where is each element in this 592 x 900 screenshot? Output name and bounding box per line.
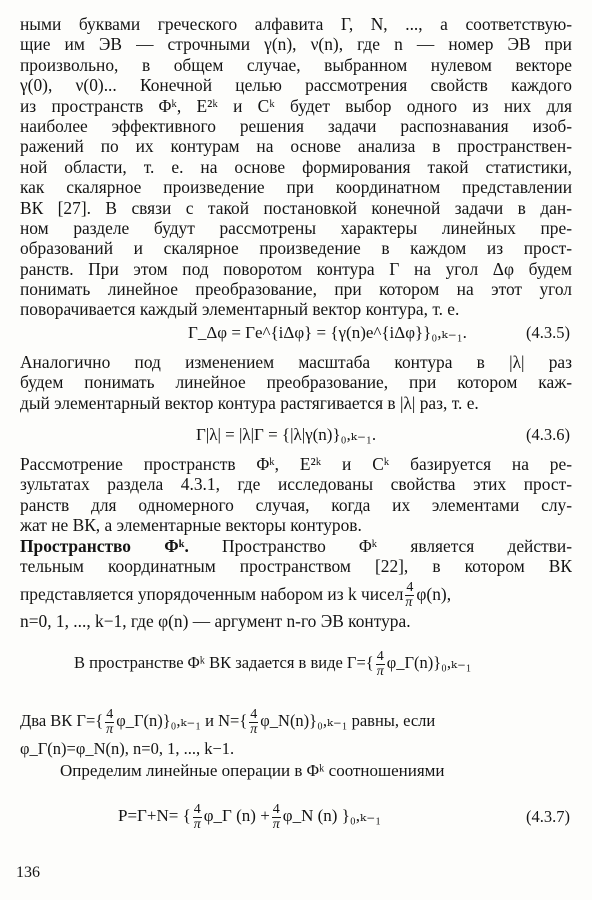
text-fragment: P=Γ+N= { <box>118 806 191 825</box>
equation-4-3-7 <box>118 796 381 836</box>
fraction-denominator: π <box>405 595 413 611</box>
text-line: ВК [27]. В связи с такой постановкой конечной задачи в дан- <box>20 197 572 218</box>
definition-line <box>74 646 472 680</box>
text-fragment: φ_Γ (n) + <box>203 806 270 825</box>
text-line: дый элементарный вектор контура растягивается в |λ| раз, т. е. <box>20 392 479 413</box>
text-line: образований и скалярное произведение в каждом из прост- <box>20 238 572 259</box>
text-line: ными буквами греческого алфавита Γ, N, ..., а соответствую- <box>20 14 572 34</box>
paragraph-intro <box>20 14 572 320</box>
text-fragment: φ_Γ(n)}₀,ₖ₋₁ и N={ <box>116 711 248 730</box>
fraction <box>376 650 385 679</box>
fraction-denominator: π <box>272 816 280 832</box>
text-line: Рассмотрение пространств Φᵏ, E²ᵏ и Cᵏ базируется на ре- <box>20 454 572 474</box>
fraction <box>249 708 258 737</box>
fraction-numerator: 4 <box>406 580 414 596</box>
equality-line <box>20 704 435 738</box>
equation-number: (4.3.7) <box>526 807 570 826</box>
text-line: Аналогично под изменением масштаба контура в |λ| раз <box>20 352 572 372</box>
text-line: ранств. При этом под поворотом контура Γ на угол Δφ будем <box>20 258 572 279</box>
text-line: Определим линейные операции в Φᵏ соотношениями <box>60 761 445 780</box>
fraction <box>405 581 414 610</box>
text-fragment: φ(n), <box>416 583 452 604</box>
equation-4-3-6: Γ|λ| = |λ|Γ = {|λ|γ(n)}₀,ₖ₋₁. <box>196 425 377 444</box>
fraction-denominator: π <box>106 721 114 737</box>
text-line: ном разделе будут рассмотрены характеры линейных пре- <box>20 217 572 238</box>
text-line: из пространств Φᵏ, E²ᵏ и Cᵏ будет выбор одного из них для <box>20 95 572 116</box>
fraction <box>193 803 202 832</box>
text-fragment: Два ВК Γ={ <box>20 711 104 730</box>
text-line: произвольно, в общем случае, выбранном нулевом векторе <box>20 54 572 75</box>
text-line: n=0, 1, ..., k−1, где φ(n) — аргумент n-го ЭВ контура. <box>20 610 411 631</box>
fraction-denominator: π <box>193 816 201 832</box>
text-line: γ(0), ν(0)... Конечной целью рассмотрения свойств каждого <box>20 75 572 96</box>
page-number: 136 <box>16 864 40 881</box>
text-line <box>20 577 572 611</box>
text-line: как скалярное произведение при координатном представлении <box>20 177 572 198</box>
equation-number: (4.3.5) <box>526 323 570 342</box>
text-line <box>20 536 572 556</box>
fraction <box>272 803 281 832</box>
text-line: зультатах раздела 4.3.1, где исследованы свойства этих прост- <box>20 474 572 495</box>
text-line: ражений по их контурам на основе анализа в пространствен- <box>20 136 572 157</box>
text-fragment: В пространстве Φᵏ ВК задается в виде Γ={ <box>74 653 374 672</box>
fraction-numerator: 4 <box>272 801 280 817</box>
fraction <box>105 708 114 737</box>
text-fragment: φ_N (n) }₀,ₖ₋₁ <box>282 806 382 825</box>
fraction-numerator: 4 <box>376 648 384 664</box>
fraction-denominator: π <box>376 663 384 679</box>
text-line: ранств для одномерного случая, когда их элементами слу- <box>20 494 572 515</box>
text-line: поворачивается каждый элементарный вектор контура, т. е. <box>20 299 460 320</box>
text-line: понимать линейное преобразование, при котором на этот угол <box>20 279 572 300</box>
text-line: щие им ЭВ — строчными γ(n), ν(n), где n — номер ЭВ при <box>20 34 572 55</box>
text-line: ной области, т. е. на основе формирования такой статистики, <box>20 156 572 177</box>
section-heading: Пространство Φᵏ. <box>20 536 189 556</box>
fraction-numerator: 4 <box>193 801 201 817</box>
text-line: наиболее эффективного решения задачи распознавания изоб- <box>20 115 572 136</box>
text-line: жат не ВК, а элементарные векторы контуров. <box>20 515 362 536</box>
equation-4-3-5: Γ_Δφ = Γe^{iΔφ} = {γ(n)e^{iΔφ}}₀,ₖ₋₁. <box>188 323 467 342</box>
text-line: будем понимать линейное преобразование, при котором каж- <box>20 372 572 393</box>
text-fragment: Пространство Φᵏ является действи- <box>188 536 572 556</box>
text-fragment: φ_N(n)}₀,ₖ₋₁ равны, если <box>260 711 436 730</box>
fraction-numerator: 4 <box>106 706 114 722</box>
text-fragment: представляется упорядоченным набором из k чисел <box>20 583 404 604</box>
fraction-numerator: 4 <box>250 706 258 722</box>
fraction-denominator: π <box>250 721 258 737</box>
text-line: φ_Γ(n)=φ_N(n), n=0, 1, ..., k−1. <box>20 739 235 758</box>
text-line: тельным координатным пространством [22], в котором ВК <box>20 556 572 577</box>
paragraph-spaces <box>20 454 572 536</box>
paragraph-scale <box>20 352 572 413</box>
paragraph-space-phi <box>20 536 572 631</box>
text-fragment: φ_Γ(n)}₀,ₖ₋₁ <box>386 653 472 672</box>
equation-number: (4.3.6) <box>526 425 570 444</box>
